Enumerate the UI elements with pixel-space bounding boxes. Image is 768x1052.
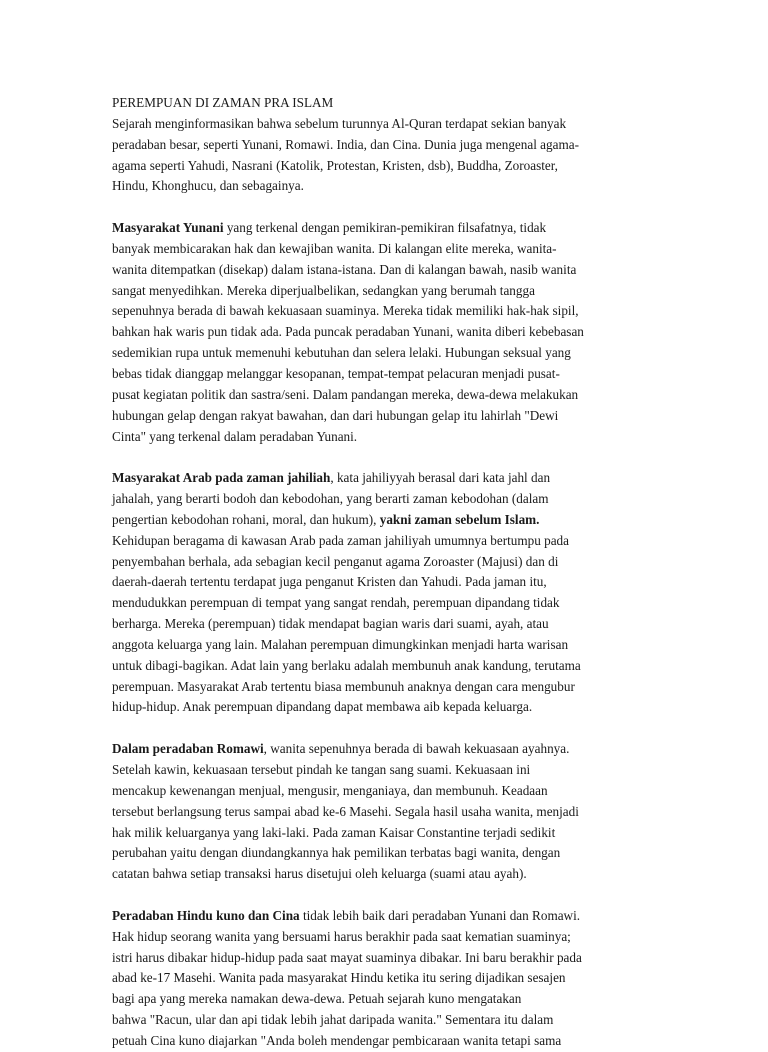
text-line: untuk dibagi-bagikan. Adat lain yang berlaku adalah membunuh anak kandung, terutama xyxy=(112,657,581,673)
text-line: wanita ditempatkan (disekap) dalam istana-istana. Dan di kalangan bawah, nasib wanita xyxy=(112,261,577,277)
text-line: istri harus dibakar hidup-hidup pada saat mayat suaminya dibakar. Ini baru berakhir pada xyxy=(112,949,582,965)
line-plain: pengertian kebodohan rohani, moral, dan hukum), xyxy=(112,511,380,527)
text-line xyxy=(112,510,660,531)
text-line: Setelah kawin, kekuasaan tersebut pindah ke tangan sang suami. Kekuasaan ini xyxy=(112,762,531,777)
text-line: hidup-hidup. Anak perempuan dipandang dapat membawa aib kepada keluarga. xyxy=(112,699,533,715)
text-line: berharga. Mereka (perempuan) tidak mendapat bagian waris dari suami, ayah, atau xyxy=(112,616,549,632)
text-line: Cinta" yang terkenal dalam peradaban Yunani. xyxy=(112,428,358,444)
text-line: mencakup kewenangan menjual, mengusir, menganiaya, dan membunuh. Keadaan xyxy=(112,782,548,798)
text-line: mendudukkan perempuan di tempat yang sangat rendah, perempuan dipandang tidak xyxy=(112,595,560,611)
text-line: bahwa "Racun, ular dan api tidak lebih jahat daripada wanita." Sementara itu dalam xyxy=(112,1012,554,1028)
text-line: perempuan. Masyarakat Arab tertentu biasa membunuh anaknya dengan cara mengubur xyxy=(112,678,575,694)
text-line: sedemikian rupa untuk memenuhi kebutuhan dan selera lelaki. Hubungan seksual yang xyxy=(112,345,571,361)
bold-lead: Masyarakat Yunani xyxy=(112,220,224,236)
paragraph-yunani xyxy=(112,218,660,447)
lead-rest: tidak lebih baik dari peradaban Yunani dan Romawi. xyxy=(299,907,581,923)
text-line xyxy=(112,739,660,760)
text-line: bahkan hak waris pun tidak ada. Pada puncak peradaban Yunani, wanita diberi kebebasan xyxy=(112,324,584,340)
text-line: banyak membicarakan hak dan kewajiban wanita. Di kalangan elite mereka, wanita- xyxy=(112,240,557,256)
lead-rest: , kata jahiliyyah berasal dari kata jahl dan xyxy=(330,470,551,486)
paragraph-intro xyxy=(112,114,660,197)
lead-rest: , wanita sepenuhnya berada di bawah kekuasaan ayahnya. xyxy=(263,741,570,757)
bold-lead: Peradaban Hindu kuno dan Cina xyxy=(112,907,300,923)
text-line xyxy=(112,218,660,239)
paragraph-gap xyxy=(112,718,660,739)
paragraph-gap xyxy=(112,447,660,468)
text-line: jahalah, yang berarti bodoh dan kebodohan, yang berarti zaman kebodohan (dalam xyxy=(112,491,549,507)
bold-phrase: yakni zaman sebelum Islam. xyxy=(379,511,540,527)
paragraph-hindu-cina xyxy=(112,906,660,1052)
text-line: tersebut berlangsung terus sampai abad ke-6 Masehi. Segala hasil usaha wanita, menjadi xyxy=(112,803,579,819)
text-line: sangat menyedihkan. Mereka diperjualbelikan, sedangkan yang berumah tangga xyxy=(112,282,535,298)
text-line: Kehidupan beragama di kawasan Arab pada zaman jahiliyah umumnya bertumpu pada xyxy=(112,532,570,548)
text-line: daerah-daerah tertentu terdapat juga penganut Kristen dan Yahudi. Pada jaman itu, xyxy=(112,574,547,590)
text-line: Hak hidup seorang wanita yang bersuami harus berakhir pada saat kematian suaminya; xyxy=(112,928,571,944)
paragraph-gap xyxy=(112,197,660,218)
text-line: penyembahan berhala, ada sebagian kecil penganut agama Zoroaster (Majusi) dan di xyxy=(112,553,559,569)
text-line: Sejarah menginformasikan bahwa sebelum turunnya Al-Quran terdapat sekian banyak xyxy=(112,115,567,131)
text-line: Hindu, Khonghucu, dan sebagainya. xyxy=(112,178,304,194)
text-line: bagi apa yang mereka namakan dewa-dewa. Petuah sejarah kuno mengatakan xyxy=(112,991,522,1007)
text-line: bebas tidak dianggap melanggar kesopanan, tempat-tempat pelacuran menjadi pusat- xyxy=(112,365,560,381)
text-line: hubungan gelap dengan rakyat bawahan, dan dari hubungan gelap itu lahirlah "Dewi xyxy=(112,407,559,423)
document-title: PEREMPUAN DI ZAMAN PRA ISLAM xyxy=(112,95,334,110)
text-line: perubahan yaitu dengan diundangkannya hak pemilikan terbatas bagi wanita, dengan xyxy=(112,845,561,861)
text-line: anggota keluarga yang lain. Malahan perempuan dimungkinkan menjadi harta warisan xyxy=(112,636,569,652)
text-line: petuah Cina kuno diajarkan "Anda boleh mendengar pembicaraan wanita tetapi sama xyxy=(112,1032,562,1048)
paragraph-gap xyxy=(112,885,660,906)
bold-lead: Masyarakat Arab pada zaman jahiliah xyxy=(112,470,331,486)
lead-rest: yang terkenal dengan pemikiran-pemikiran filsafatnya, tidak xyxy=(223,220,547,236)
text-line: agama seperti Yahudi, Nasrani (Katolik, Protestan, Kristen, dsb), Buddha, Zoroaster, xyxy=(112,157,558,173)
text-line xyxy=(112,906,660,927)
text-line: catatan bahwa setiap transaksi harus disetujui oleh keluarga (suami atau ayah). xyxy=(112,866,527,882)
text-line xyxy=(112,468,660,489)
text-line: pusat kegiatan politik dan sastra/seni. Dalam pandangan mereka, dewa-dewa melakukan xyxy=(112,386,579,402)
text-line: sepenuhnya berada di bawah kekuasaan suaminya. Mereka tidak memiliki hak-hak sipil, xyxy=(112,303,579,319)
bold-lead: Dalam peradaban Romawi xyxy=(112,741,264,757)
paragraph-romawi xyxy=(112,739,660,885)
paragraph-arab xyxy=(112,468,660,718)
text-line: hak milik keluarganya yang laki-laki. Pada zaman Kaisar Constantine terjadi sedikit xyxy=(112,824,556,840)
text-line: peradaban besar, seperti Yunani, Romawi. India, dan Cina. Dunia juga mengenal agama- xyxy=(112,136,579,152)
text-line: abad ke-17 Masehi. Wanita pada masyarakat Hindu ketika itu sering dijadikan sesajen xyxy=(112,970,566,986)
document-body xyxy=(112,93,660,1052)
